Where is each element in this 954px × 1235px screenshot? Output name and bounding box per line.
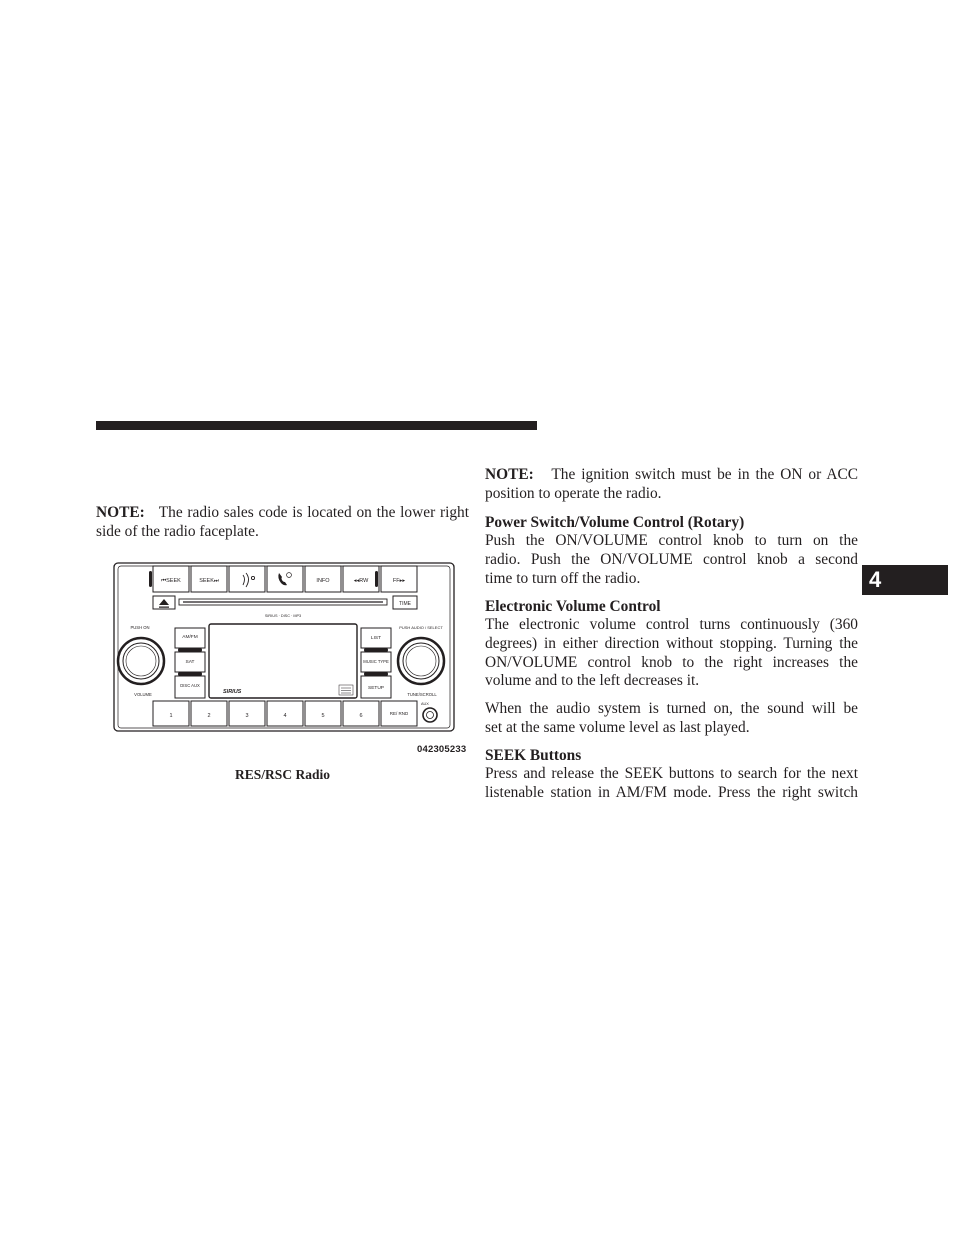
voice-button[interactable] <box>229 566 265 592</box>
svg-text:AUX: AUX <box>421 702 429 706</box>
svg-text:FF▸▸: FF▸▸ <box>392 578 406 584</box>
radio-display <box>209 624 357 698</box>
svg-text:4: 4 <box>283 713 287 719</box>
volume-control-heading: Electronic Volume Control <box>485 598 661 615</box>
power-switch-text: Push the ON/VOLUME control knob to turn on the radio. Push the ON/VOLUME control knob a second time to turn off the radio. <box>485 532 858 587</box>
top-button-row <box>149 566 417 592</box>
svg-text:SETUP: SETUP <box>368 686 384 691</box>
tune-knob[interactable] <box>398 638 444 684</box>
svg-text:RE/ RND: RE/ RND <box>389 711 409 716</box>
volume-knob[interactable] <box>118 638 164 684</box>
seek-buttons-text: Press and release the SEEK buttons to search for the next listenable station in AM/FM mode. Press the right switch <box>485 765 858 801</box>
sirius-logo: SIRIUS <box>223 689 242 695</box>
svg-text:VOLUME: VOLUME <box>134 692 152 697</box>
right-note: NOTE: The ignition switch must be in the ON or ACC position to operate the radio. <box>485 466 859 502</box>
svg-text:PUSH AUDIO / SELECT: PUSH AUDIO / SELECT <box>399 625 443 630</box>
svg-text:AM/FM: AM/FM <box>182 635 198 640</box>
radio-faceplate-figure <box>113 562 455 732</box>
svg-text:INFO: INFO <box>316 578 330 584</box>
figure-caption: RES/RSC Radio <box>235 767 330 782</box>
svg-text:5: 5 <box>321 713 325 719</box>
chapter-tab: 4 <box>862 565 948 595</box>
svg-text:DISC AUX: DISC AUX <box>180 683 200 688</box>
svg-text:LIST: LIST <box>370 636 382 641</box>
power-switch-heading: Power Switch/Volume Control (Rotary) <box>485 514 745 531</box>
volume-memory-text: When the audio system is turned on, the sound will be set at the same volume level as last played. <box>485 700 858 736</box>
figure-id: 042305233 <box>417 744 467 755</box>
svg-text:⏮SEEK: ⏮SEEK <box>161 578 181 584</box>
left-note: NOTE: The radio sales code is located on the lower right side of the radio faceplate. <box>96 504 470 540</box>
svg-text:SIRIUS · DISC · MP3: SIRIUS · DISC · MP3 <box>264 614 302 618</box>
svg-text:1: 1 <box>169 713 173 719</box>
svg-text:2: 2 <box>207 713 211 719</box>
volume-control-text: The electronic volume control turns continuously (360 degrees) in either direction without stopping. Turning the ON/VOLUME control knob to the right increases the volume and to the left decreases it. <box>485 616 858 690</box>
svg-text:PUSH ON: PUSH ON <box>130 625 150 630</box>
phone-button[interactable] <box>267 566 303 592</box>
compact-disc-logo <box>339 685 353 695</box>
svg-text:TUNE/SCROLL: TUNE/SCROLL <box>407 692 437 697</box>
svg-text:6: 6 <box>359 713 363 719</box>
svg-text:3: 3 <box>245 713 249 719</box>
section-rule <box>96 421 537 430</box>
note-label: NOTE: <box>96 504 145 521</box>
seek-buttons-heading: SEEK Buttons <box>485 747 582 764</box>
svg-text:SEEK⏭: SEEK⏭ <box>199 578 219 584</box>
svg-text:TIME: TIME <box>399 601 411 607</box>
svg-text:MUSIC TYPE: MUSIC TYPE <box>363 659 389 664</box>
svg-text:◂◂RW: ◂◂RW <box>353 578 369 584</box>
svg-text:SAT: SAT <box>185 660 195 665</box>
preset-row <box>153 701 417 726</box>
